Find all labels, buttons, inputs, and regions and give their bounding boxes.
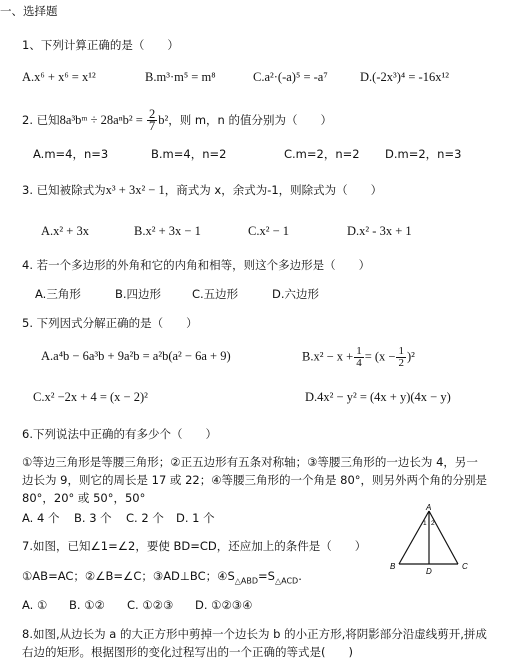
q3-option-b-expr: x² + 3x − 1 — [145, 224, 201, 238]
q5-option-c-letter: C. — [33, 390, 45, 404]
q5-option-b-lead: x² − x + — [313, 349, 354, 364]
q3-option-c-expr: x² − 1 — [259, 224, 290, 238]
q6-option-a[interactable]: A. 4 个 — [22, 511, 60, 525]
q5-option-b-tail: )² — [406, 349, 415, 364]
q5-option-d-letter: D. — [305, 390, 318, 404]
q5-option-a[interactable] — [41, 349, 231, 363]
q2-prefix: 2. 已知 — [22, 113, 60, 127]
q4-option-d[interactable]: D.六边形 — [272, 287, 320, 301]
q5-option-a-expr: a⁴b − 6a³b + 9a²b = a²b(a² − 6a + 9) — [53, 349, 231, 363]
q2-suffix: ，则 m，n 的值分别为（ ） — [168, 113, 333, 127]
q2-frac-num: 2 — [148, 107, 156, 121]
q1-option-b[interactable] — [145, 70, 216, 84]
q5-option-a-letter: A. — [41, 349, 54, 363]
q6-option-c[interactable]: C. 2 个 — [126, 511, 164, 525]
q3-option-b[interactable] — [134, 224, 201, 238]
q3-option-a-expr: x² + 3x — [53, 224, 89, 238]
q7-cond-eq: =S — [258, 569, 275, 583]
q3-option-d-letter: D. — [347, 224, 360, 238]
q2-option-a[interactable]: A.m=4，n=3 — [33, 147, 109, 161]
q5-frac2-num: 1 — [398, 345, 404, 357]
q7-cond-sub2: △ACD — [274, 576, 299, 586]
q6-option-b[interactable]: B. 3 个 — [74, 511, 112, 525]
q7-conditions-main: ①AB=AC；②∠B=∠C；③AD⊥BC；④S — [22, 569, 235, 583]
q3-stem — [22, 183, 382, 197]
q5-option-d-expr: 4x² − y² = (4x + y)(4x − y) — [317, 390, 451, 404]
q8-line2: 右边的矩形。根据图形的变化过程写出的一个正确的等式是( ) — [22, 645, 353, 659]
label-b: B — [390, 562, 396, 571]
q2-fraction — [147, 109, 157, 132]
q3-stem-expr: x³ + 3x² − 1 — [105, 183, 165, 197]
q4-option-b[interactable]: B.四边形 — [115, 287, 162, 301]
label-d: D — [426, 567, 432, 575]
q7-cond-sub1: △ABD — [234, 576, 259, 586]
q8-line1: 8.如图,从边长为 a 的大正方形中剪掉一个边长为 b 的小正方形,将阴影部分沿虚线剪开,拼成 — [22, 627, 487, 641]
q4-option-c[interactable]: C.五边形 — [192, 287, 239, 301]
q3-option-c-letter: C. — [248, 224, 260, 238]
q2-option-b[interactable]: B.m=4，n=2 — [151, 147, 227, 161]
q3-stem-prefix: 3. 已知被除式为 — [22, 183, 106, 197]
q3-option-b-letter: B. — [134, 224, 146, 238]
q3-option-c[interactable] — [248, 224, 289, 238]
q1-option-b-letter: B. — [145, 70, 157, 84]
q1-option-a-expr: x⁶ + x⁶ = x¹² — [34, 70, 96, 84]
q6-body-line1: ①等边三角形是等腰三角形；②正五边形有五条对称轴；③等腰三角形的一边长为 4，另一 — [22, 455, 478, 469]
q2-option-d[interactable]: D.m=2，n=3 — [385, 147, 462, 161]
q6-option-d[interactable]: D. 1 个 — [176, 511, 215, 525]
q7-cond-end: . — [298, 569, 302, 583]
q2-expr: 8a³bᵐ ÷ 28aⁿb² = — [59, 113, 146, 127]
q2-option-c[interactable]: C.m=2，n=2 — [284, 147, 360, 161]
label-angle1: 1 — [423, 520, 427, 527]
triangle-figure — [390, 503, 480, 575]
q6-body-line2: 边长为 9，则它的周长是 17 或 22；④等腰三角形的一个角是 80°，则另外两个角的分别是 — [22, 473, 488, 487]
q1-option-b-expr: m³·m⁵ = m⁸ — [156, 70, 216, 84]
q7-option-b[interactable]: B. ①② — [69, 598, 105, 612]
q5-frac1-num: 1 — [356, 345, 362, 357]
side-ac — [429, 511, 458, 564]
q5-frac2-den: 2 — [398, 357, 404, 369]
q1-option-c[interactable] — [253, 70, 328, 84]
q7-option-c[interactable]: C. ①②③ — [127, 598, 174, 612]
q3-stem-suffix: ，商式为 x，余式为-1，则除式为（ ） — [164, 183, 383, 197]
q3-option-a-letter: A. — [41, 224, 54, 238]
q3-option-d[interactable] — [347, 224, 412, 238]
q5-option-c-expr: x² −2x + 4 = (x − 2)² — [44, 390, 148, 404]
q5-frac1-den: 4 — [356, 357, 362, 369]
q4-option-a[interactable]: A.三角形 — [35, 287, 81, 301]
q4-stem: 4. 若一个多边形的外角和它的内角和相等，则这个多边形是（ ） — [22, 258, 371, 272]
q2-after-frac: b² — [158, 113, 169, 127]
q7-option-d[interactable]: D. ①②③④ — [195, 598, 253, 612]
q5-option-d[interactable] — [305, 390, 451, 404]
q7-conditions — [22, 569, 302, 586]
q1-option-d[interactable] — [360, 70, 449, 84]
q6-stem: 6.下列说法中正确的有多少个（ ） — [22, 427, 217, 441]
q1-option-a-letter: A. — [22, 70, 35, 84]
q7-option-a[interactable]: A. ① — [22, 598, 48, 612]
q7-stem: 7.如图，已知∠1=∠2，要使 BD=CD，还应加上的条件是（ ） — [22, 539, 367, 553]
q1-option-a[interactable] — [22, 70, 96, 84]
q5-option-b-letter: B. — [302, 349, 314, 364]
q5-option-b-frac2 — [396, 346, 406, 369]
q3-option-a[interactable] — [41, 224, 89, 238]
q1-option-d-letter: D. — [360, 70, 373, 84]
label-c: C — [462, 562, 468, 571]
q1-stem: 1、下列计算正确的是（ ） — [22, 38, 179, 52]
q5-stem: 5. 下列因式分解正确的是（ ） — [22, 316, 198, 330]
q5-option-b-frac1 — [354, 346, 364, 369]
q1-option-d-expr: (-2x³)⁴ = -16x¹² — [372, 70, 449, 84]
label-angle2: 2 — [431, 520, 435, 527]
side-ab — [399, 511, 429, 564]
label-a: A — [426, 503, 432, 512]
q5-option-b-mid: = (x − — [364, 349, 396, 364]
q5-option-c[interactable] — [33, 390, 148, 404]
q1-option-c-letter: C. — [253, 70, 265, 84]
q5-option-b[interactable] — [302, 346, 415, 369]
q1-option-c-expr: a²·(-a)⁵ = -a⁷ — [264, 70, 328, 84]
q6-body-line3: 80°，20° 或 50°，50° — [22, 491, 146, 505]
section-title: 一、选择题 — [0, 4, 58, 18]
q2-stem — [22, 109, 332, 132]
q3-option-d-expr: x² - 3x + 1 — [359, 224, 412, 238]
q2-frac-den: 7 — [148, 119, 156, 133]
